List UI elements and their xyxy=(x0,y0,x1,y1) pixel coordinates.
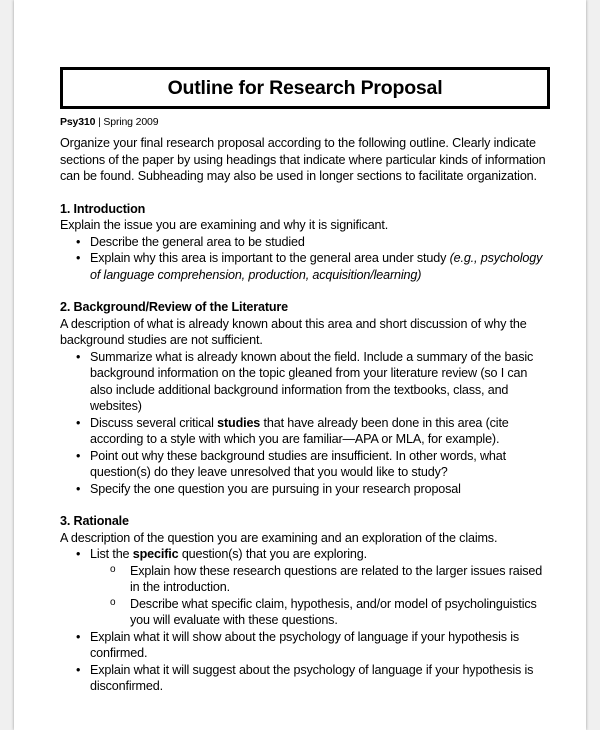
document-content xyxy=(60,67,550,695)
introduction-bullet-list xyxy=(60,234,550,284)
rationale-bullet-list xyxy=(60,546,550,695)
list-item xyxy=(76,250,550,283)
page-title: Outline for Research Proposal xyxy=(60,67,550,109)
bullet-text: Discuss several critical xyxy=(90,415,218,430)
section-heading-background: 2. Background/Review of the Literature xyxy=(60,300,289,314)
list-item xyxy=(76,546,550,629)
bullet-text: that have already been done in this area (cite according to a style with which you are familiar—APA or MLA, for example). xyxy=(90,415,509,446)
document-page xyxy=(14,0,586,730)
background-bullet-list xyxy=(60,349,550,498)
bullet-text: Explain why this area is important to the general area under study xyxy=(90,251,450,265)
list-item: • Summarize what is already known about the field. Include a summary of the basic background information on the topic gleaned from your literature review (so I can also include additional background information from the textbooks, class, and websites) xyxy=(76,349,550,415)
list-item: • Explain what it will suggest about the psychology of language if your hypothesis is disconfirmed. xyxy=(76,662,550,695)
sub-list-item: o Describe what specific claim, hypothesis, and/or model of psycholinguistics you will evaluate with these questions. xyxy=(110,596,550,629)
course-code: Psy310 xyxy=(60,116,96,128)
course-line xyxy=(60,116,550,129)
bullet-text: List the xyxy=(90,547,133,561)
course-term: | Spring 2009 xyxy=(95,116,159,128)
rationale-sub-list xyxy=(90,563,550,629)
sub-list-item: o Explain how these research questions are related to the larger issues raised in the introduction. xyxy=(110,563,550,596)
bullet-italic-example: (e.g., psychology of language comprehension, production, acquisition/learning) xyxy=(90,251,543,282)
section-lead-background: A description of what is already known about this area and short discussion of why the background studies are not sufficient. xyxy=(60,316,527,347)
list-item: • Explain what it will show about the psychology of language if your hypothesis is confirmed. xyxy=(76,629,550,662)
section-lead-rationale: A description of the question you are examining and an exploration of the claims. xyxy=(60,530,498,545)
bullet-text: question(s) that you are exploring. xyxy=(178,547,367,561)
section-heading-introduction: 1. Introduction xyxy=(60,201,146,216)
bullet-bold-word: studies xyxy=(217,415,261,430)
section-lead-introduction: Explain the issue you are examining and why it is significant. xyxy=(60,218,389,232)
list-item: • Point out why these background studies are insufficient. In other words, what question(s) do they leave unresolved that you would like to study? xyxy=(76,448,550,481)
bullet-bold-word: specific xyxy=(132,547,179,561)
intro-paragraph: Organize your final research proposal according to the following outline. Clearly indicate sections of the paper by using headings that indicate where particular kinds of information can be found. Subheading may also be used in longer sections to facilitate organization. xyxy=(60,136,546,183)
list-item xyxy=(76,415,550,448)
list-item: • Specify the one question you are pursuing in your research proposal xyxy=(76,481,550,498)
section-heading-rationale: 3. Rationale xyxy=(60,514,129,528)
list-item: • Describe the general area to be studied xyxy=(76,234,550,251)
